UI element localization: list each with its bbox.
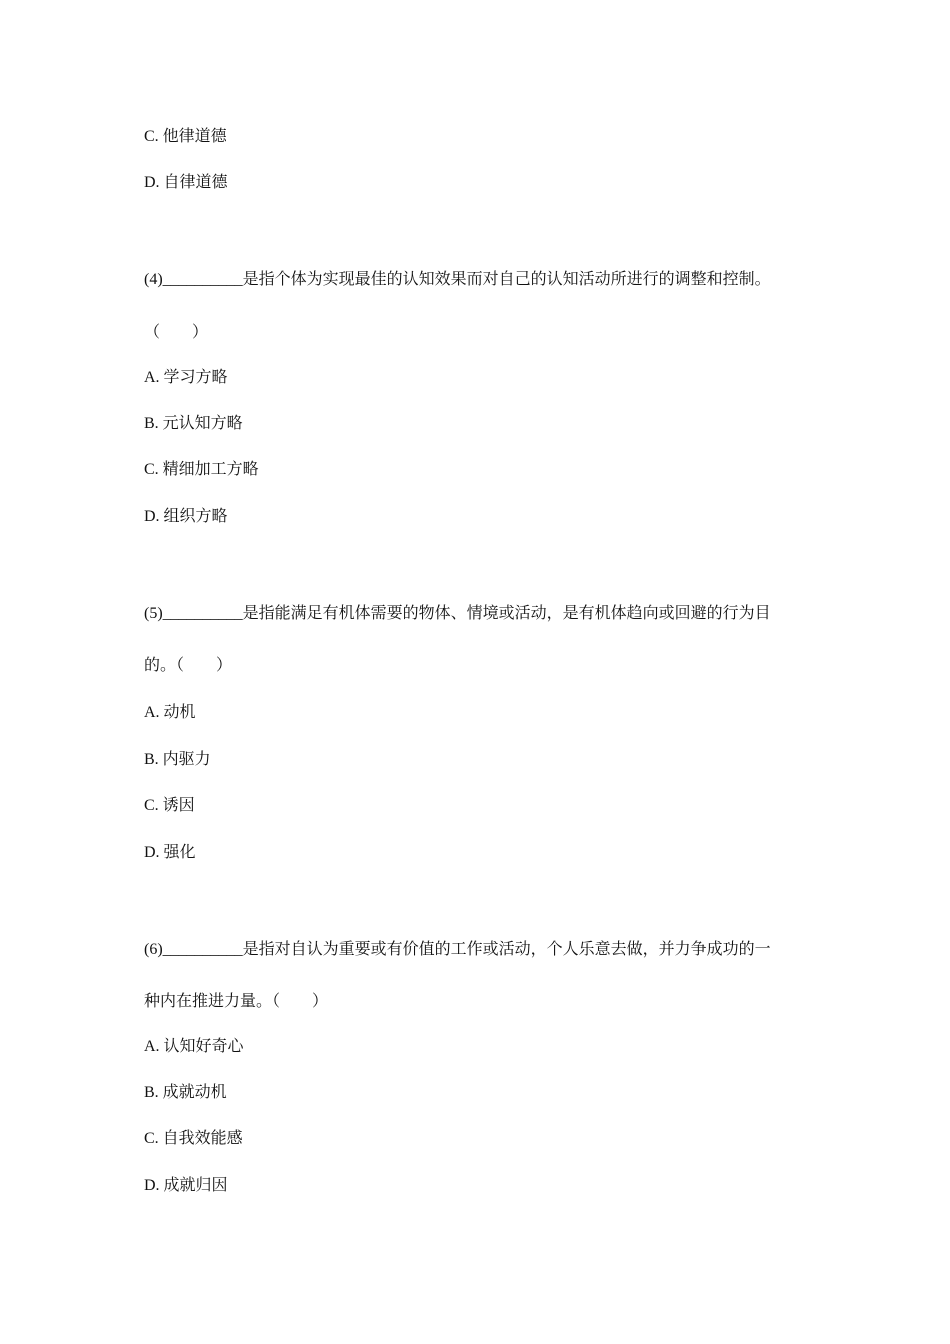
option-c: C. 诱因 — [144, 797, 195, 814]
option-c: C. 精细加工方略 — [144, 461, 259, 478]
question-stem-continued: 的。（ ） — [144, 657, 233, 674]
option-d: D. 组织方略 — [144, 508, 228, 525]
option-a: A. 认知好奇心 — [144, 1038, 244, 1055]
answer-blank: （ ） — [144, 324, 209, 341]
option-d: D. 自律道德 — [144, 174, 228, 191]
question-stem: (5)__________是指能满足有机体需要的物体、情境或活动，是有机体趋向或回避的行为目 — [144, 605, 771, 622]
question-stem: (6)__________是指对自认为重要或有价值的工作或活动，个人乐意去做，并力争成功的一 — [144, 941, 771, 958]
option-a: A. 动机 — [144, 704, 196, 721]
option-c: C. 自我效能感 — [144, 1130, 243, 1147]
option-c: C. 他律道德 — [144, 128, 227, 145]
question-stem-continued: 种内在推进力量。（ ） — [144, 993, 329, 1010]
option-b: B. 内驱力 — [144, 751, 211, 768]
question-stem: (4)__________是指个体为实现最佳的认知效果而对自己的认知活动所进行的调整和控制。 — [144, 271, 771, 288]
option-d: D. 成就归因 — [144, 1177, 228, 1194]
option-d: D. 强化 — [144, 844, 196, 861]
option-b: B. 元认知方略 — [144, 415, 243, 432]
option-b: B. 成就动机 — [144, 1084, 227, 1101]
option-a: A. 学习方略 — [144, 369, 228, 386]
